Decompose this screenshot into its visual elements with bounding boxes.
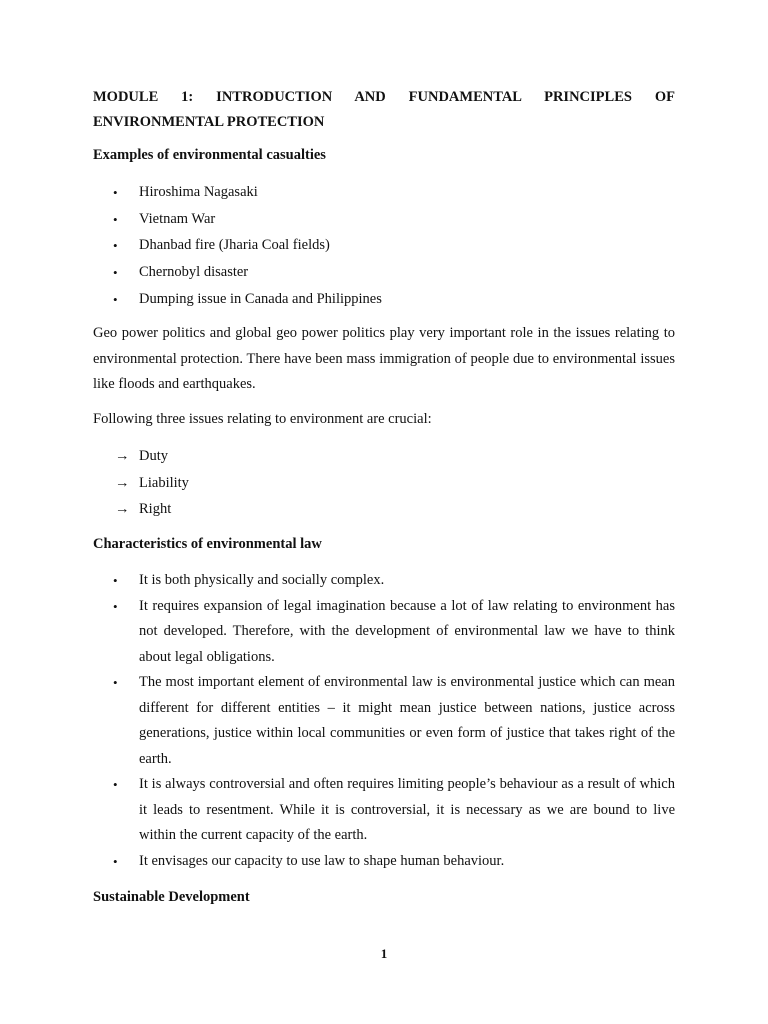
list-item: • The most important element of environmental law is environmental justice which can mean different for different entities – it might mean justice between nations, justice across generations, justice within local communities or even form of justice that takes right of the earth. bbox=[93, 670, 675, 772]
list-item: • It is both physically and socially complex. bbox=[93, 568, 675, 594]
bullet-icon: • bbox=[113, 265, 118, 281]
module-title bbox=[93, 85, 675, 135]
list-item: → Right bbox=[93, 496, 189, 523]
list-item: → Duty bbox=[93, 443, 189, 470]
list-item: → Liability bbox=[93, 470, 189, 497]
casualties-list bbox=[93, 180, 675, 313]
arrow-right-icon: → bbox=[115, 474, 130, 491]
arrow-right-icon: → bbox=[115, 448, 130, 464]
list-item: • Dhanbad fire (Jharia Coal fields) bbox=[93, 233, 675, 259]
list-item: • It envisages our capacity to use law to shape human behaviour. bbox=[93, 849, 675, 875]
list-item: • It requires expansion of legal imagination because a lot of law relating to environment has not developed. Therefore, with the development of environmental law we have to think about legal obligations. bbox=[93, 594, 675, 671]
bullet-icon: • bbox=[113, 598, 118, 614]
list-item: • Dumping issue in Canada and Philippines bbox=[93, 287, 675, 313]
bullet-icon: • bbox=[113, 573, 118, 588]
list-item: • It is always controversial and often requires limiting people’s behaviour as a result of which it leads to resentment. While it is controversial, it is necessary as we are bound to live within the current capacity of the earth. bbox=[93, 772, 675, 849]
geo-politics-paragraph: Geo power politics and global geo power politics play very important role in the issues relating to environmental protection. There have been mass immigration of people due to environmental issues like floods and earthquakes. bbox=[93, 325, 675, 392]
bullet-icon: • bbox=[113, 211, 118, 227]
bullet-icon: • bbox=[113, 291, 118, 307]
module-title-line-1: MODULE 1: INTRODUCTION AND FUNDAMENTAL PRINCIPLES OF bbox=[93, 89, 675, 105]
characteristics-heading: Characteristics of environmental law bbox=[93, 536, 322, 552]
issues-list bbox=[93, 443, 189, 523]
casualties-heading: Examples of environmental casualties bbox=[93, 147, 326, 163]
page-number: 1 bbox=[380, 946, 388, 961]
bullet-icon: • bbox=[113, 675, 118, 690]
bullet-icon: • bbox=[113, 853, 118, 869]
list-item: • Hiroshima Nagasaki bbox=[93, 180, 675, 206]
list-item: • Vietnam War bbox=[93, 207, 675, 233]
bullet-icon: • bbox=[113, 238, 118, 254]
list-item: • Chernobyl disaster bbox=[93, 260, 675, 286]
bullet-icon: • bbox=[113, 777, 118, 792]
module-title-line-2: ENVIRONMENTAL PROTECTION bbox=[93, 114, 325, 130]
characteristics-list bbox=[93, 568, 675, 874]
issues-intro: Following three issues relating to environment are crucial: bbox=[93, 411, 432, 427]
arrow-right-icon: → bbox=[115, 501, 130, 517]
sustainable-development-heading: Sustainable Development bbox=[93, 889, 250, 905]
bullet-icon: • bbox=[113, 185, 118, 200]
